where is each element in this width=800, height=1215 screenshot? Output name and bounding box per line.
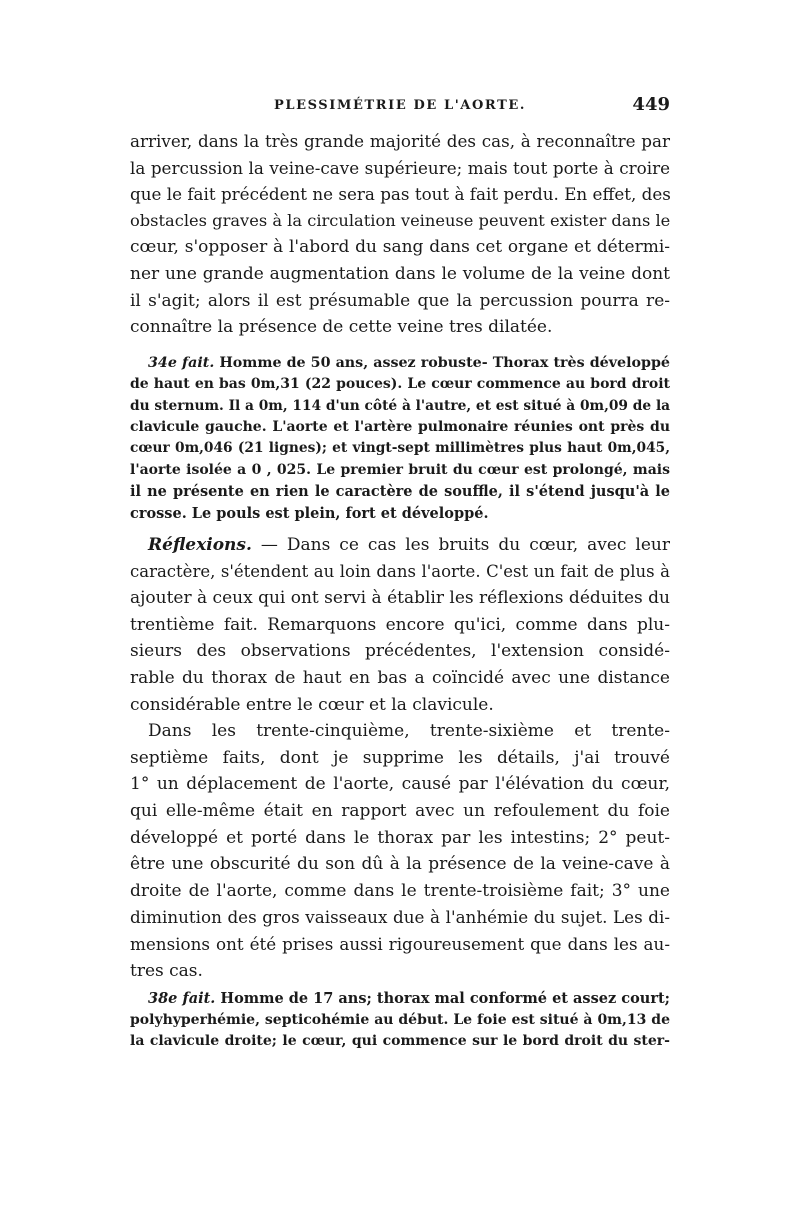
reflexions-text: — Dans ce cas les bruits du cœur, avec leur — [251, 535, 670, 555]
text-line: clavicule gauche. L'aorte et l'artère pulmonaire réunies ont près du — [130, 418, 670, 435]
text-line: 1° un déplacement de l'aorte, causé par l'élévation du cœur, — [130, 774, 670, 795]
text-line: sieurs des observations précédentes, l'extension considé- — [130, 641, 670, 662]
paragraph-cases-35-37 — [130, 718, 670, 984]
observation-first-line — [130, 353, 670, 374]
text-line: la clavicule droite; le cœur, qui commence sur le bord droit du ster- — [130, 1032, 670, 1049]
observation-text: Homme de 17 ans; thorax mal conformé et assez court; — [215, 990, 671, 1008]
text-line: trentième fait. Remarquons encore qu'ici, comme dans plu- — [130, 614, 670, 635]
text-line: polyhyperhémie, septicohémie au début. Le foie est situé à 0m,13 de — [130, 1011, 670, 1028]
text-line: Dans les trente-cinquième, trente-sixième et trente- — [148, 721, 670, 742]
text-line: diminution des gros vaisseaux due à l'anhémie du sujet. Les di- — [130, 907, 670, 928]
text-line: que le fait précédent ne sera pas tout à fait perdu. En effet, des — [130, 184, 671, 205]
text-line: de haut en bas 0m,31 (22 pouces). Le cœur commence au bord droit — [130, 376, 670, 393]
book-page — [130, 94, 671, 1052]
observation-first-line — [130, 988, 670, 1009]
observation-label: 38e fait. — [148, 990, 216, 1008]
text-line: droite de l'aorte, comme dans le trente-troisième fait; 3° une — [130, 880, 670, 901]
running-head — [130, 94, 670, 128]
reflexions-first-line — [130, 532, 670, 559]
text-line: il s'agit; alors il est présumable que la percussion pourra re- — [130, 290, 670, 311]
text-line: du sternum. Il a 0m, 114 d'un côté à l'autre, et est situé à 0m,09 de la — [130, 397, 671, 414]
reflexions-label: Réflexions. — [148, 535, 252, 555]
text-line: connaître la présence de cette veine tres dilatée. — [130, 317, 553, 338]
text-line: qui elle-même était en rapport avec un refoulement du foie — [130, 800, 670, 821]
reflexions-paragraph — [130, 532, 670, 718]
observation-38 — [130, 988, 670, 1052]
text-line: considérable entre le cœur et la clavicule. — [130, 694, 494, 715]
text-line: il ne présente en rien le caractère de souffle, il s'étend jusqu'à le — [130, 483, 670, 501]
text-line: septième faits, dont je supprime les détails, j'ai trouvé — [130, 747, 670, 768]
page-number: 449 — [632, 94, 670, 115]
observation-text: Homme de 50 ans, assez robuste- Thorax très développé — [214, 354, 670, 371]
running-title: PLESSIMÉTRIE DE L'AORTE. — [273, 98, 526, 113]
text-line: ajouter à ceux qui ont servi à établir les réflexions déduites du — [130, 588, 670, 609]
text-line: obstacles graves à la circulation veineuse peuvent exister dans le — [130, 210, 671, 230]
observation-label: 34e fait. — [148, 354, 215, 371]
text-line: la percussion la veine-cave supérieure; mais tout porte à croire — [130, 157, 670, 178]
text-line: crosse. Le pouls est plein, fort et développé. — [130, 504, 489, 522]
text-line: mensions ont été prises aussi rigoureusement que dans les au- — [130, 933, 670, 954]
text-line: caractère, s'étendent au loin dans l'aorte. C'est un fait de plus à — [130, 561, 670, 581]
text-line: ner une grande augmentation dans le volume de la veine dont — [130, 263, 670, 284]
paragraph-continuation — [130, 128, 670, 341]
text-line: être une obscurité du son dû à la présence de la veine-cave à — [130, 854, 670, 875]
text-line: tres cas. — [130, 960, 203, 981]
text-line: développé et porté dans le thorax par les intestins; 2° peut- — [130, 827, 670, 848]
text-line: arriver, dans la très grande majorité des cas, à reconnaître par — [130, 131, 670, 151]
observation-34 — [130, 353, 670, 524]
text-line: l'aorte isolée a 0 , 025. Le premier bruit du cœur est prolongé, mais — [130, 461, 670, 478]
text-line: cœur, s'opposer à l'abord du sang dans cet organe et détermi- — [130, 237, 670, 258]
text-line: rable du thorax de haut en bas a coïncidé avec une distance — [130, 667, 670, 688]
text-line: cœur 0m,046 (21 lignes); et vingt-sept millimètres plus haut 0m,045, — [130, 440, 670, 457]
